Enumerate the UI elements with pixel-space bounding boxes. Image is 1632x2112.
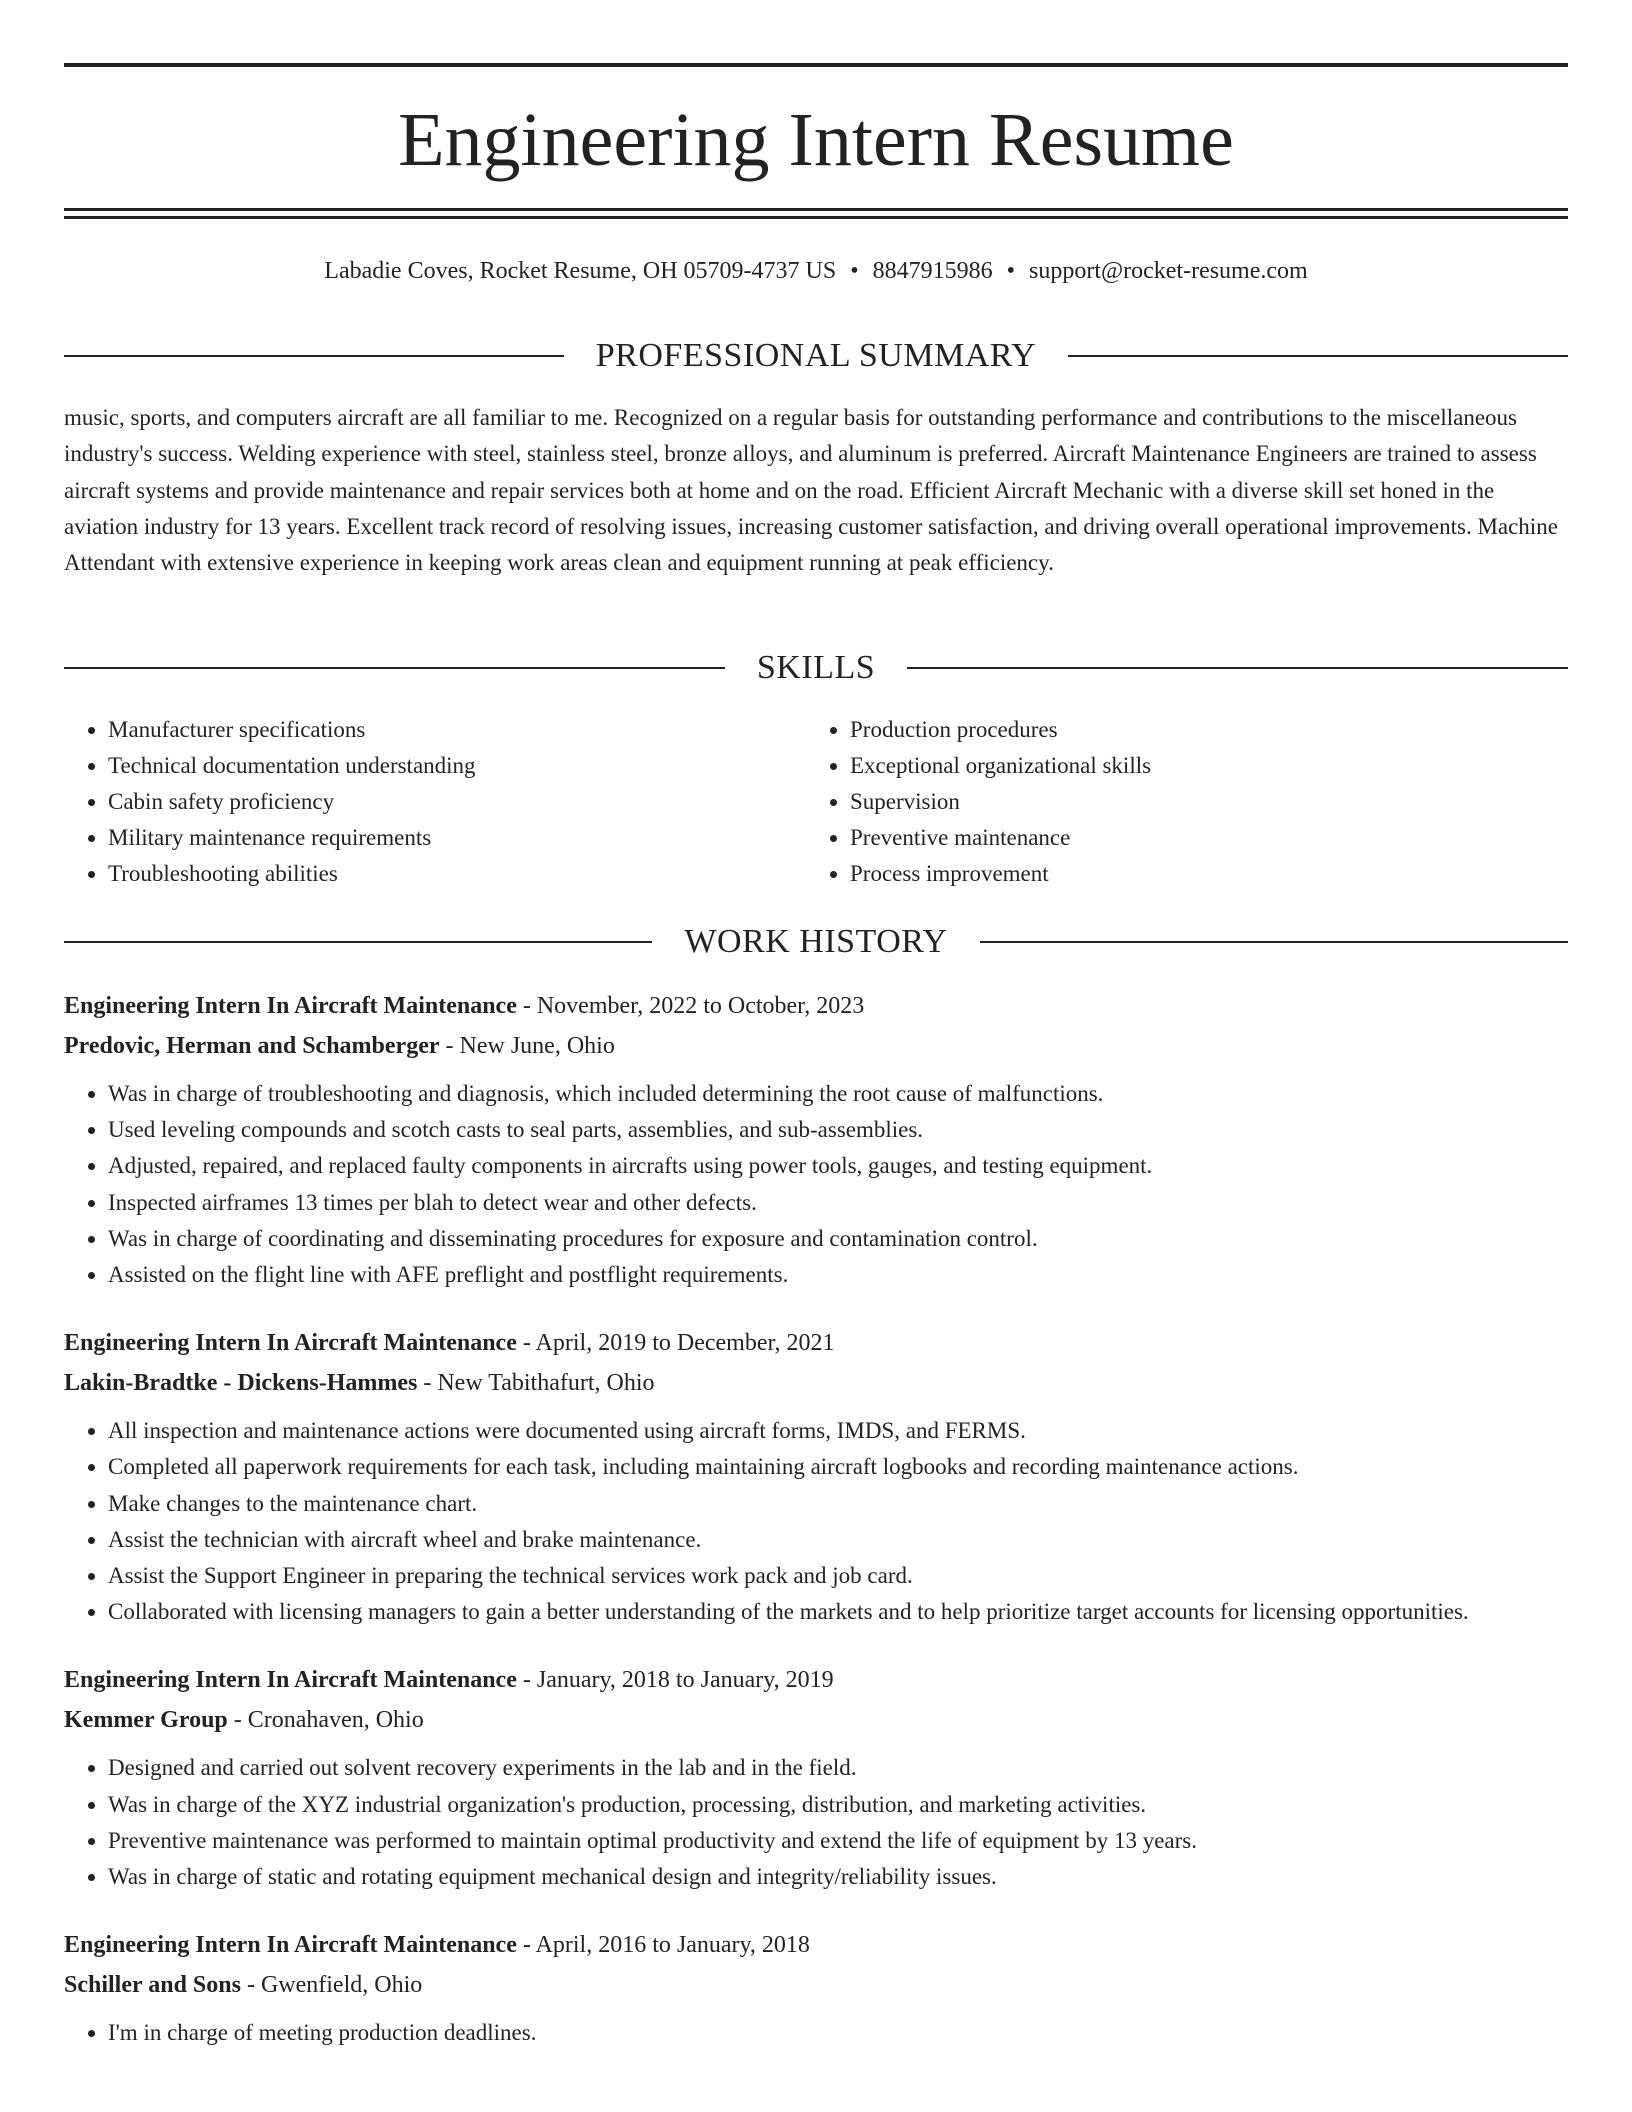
job-location: - New Tabithafurt, Ohio xyxy=(417,1370,655,1397)
job-company: Kemmer Group xyxy=(64,1707,228,1734)
job-bullet: • Make changes to the maintenance chart. xyxy=(108,1486,1568,1522)
skill-item: • Troubleshooting abilities xyxy=(108,856,806,892)
job-role: Engineering Intern In Aircraft Maintenance xyxy=(64,1330,517,1357)
job-bullet: • All inspection and maintenance actions were documented using aircraft forms, IMDS, and FERMS. xyxy=(108,1413,1568,1449)
job-title-line xyxy=(64,986,1568,1026)
job-company-line xyxy=(64,1700,1568,1740)
job-entry xyxy=(64,1660,1568,1895)
work-history-list xyxy=(64,986,1568,2081)
job-company-line xyxy=(64,1363,1568,1403)
job-title-line xyxy=(64,1323,1568,1363)
job-dates: - November, 2022 to October, 2023 xyxy=(516,993,865,1019)
job-company-line xyxy=(64,1965,1568,2005)
job-entry xyxy=(64,986,1568,1293)
skills-heading-label: SKILLS xyxy=(756,649,876,686)
job-location: - New June, Ohio xyxy=(439,1033,615,1059)
summary-heading xyxy=(64,334,1568,378)
job-bullet: • Was in charge of coordinating and disseminating procedures for exposure and contamination control. xyxy=(108,1221,1568,1257)
skill-item: • Process improvement xyxy=(850,856,1548,892)
job-company: Predovic, Herman and Schamberger xyxy=(64,1033,440,1059)
job-location: - Cronahaven, Ohio xyxy=(227,1707,424,1734)
job-title-line xyxy=(64,1660,1568,1700)
job-company: Schiller and Sons xyxy=(64,1972,241,1999)
heading-rule-left xyxy=(64,667,725,669)
job-dates: - April, 2019 to December, 2021 xyxy=(516,1330,835,1357)
job-bullet: • Completed all paperwork requirements for each task, including maintaining aircraft logbooks and recording maintenance actions. xyxy=(108,1449,1568,1485)
work-heading-label: WORK HISTORY xyxy=(684,923,948,960)
job-dates: - January, 2018 to January, 2019 xyxy=(516,1667,834,1694)
contact-separator: • xyxy=(1006,258,1016,284)
job-bullet: • I'm in charge of meeting production deadlines. xyxy=(108,2015,1568,2051)
heading-rule-right xyxy=(1068,355,1568,357)
job-role: Engineering Intern In Aircraft Maintenance xyxy=(64,993,517,1019)
skill-item: • Manufacturer specifications xyxy=(108,712,806,748)
job-bullet: • Was in charge of the XYZ industrial organization's production, processing, distribution, and marketing activities. xyxy=(108,1787,1568,1823)
work-heading xyxy=(64,920,1568,964)
job-bullet: • Was in charge of static and rotating equipment mechanical design and integrity/reliability issues. xyxy=(108,1859,1568,1895)
skill-item: • Military maintenance requirements xyxy=(108,820,806,856)
job-role: Engineering Intern In Aircraft Maintenance xyxy=(64,1667,517,1694)
job-bullets xyxy=(64,2015,1568,2051)
title-rule-upper xyxy=(64,208,1568,211)
job-bullet: • Designed and carried out solvent recovery experiments in the lab and in the field. xyxy=(108,1750,1568,1786)
job-entry xyxy=(64,1323,1568,1630)
resume-title: Engineering Intern Resume xyxy=(398,98,1234,182)
job-bullet: • Used leveling compounds and scotch casts to seal parts, assemblies, and sub-assemblies. xyxy=(108,1112,1568,1148)
job-bullet: • Adjusted, repaired, and replaced faulty components in aircrafts using power tools, gauges, and testing equipment. xyxy=(108,1148,1568,1184)
job-title-line xyxy=(64,1925,1568,1965)
skills-list xyxy=(64,712,1568,892)
job-company-line xyxy=(64,1026,1568,1066)
job-role: Engineering Intern In Aircraft Maintenance xyxy=(64,1932,517,1959)
skill-item: • Cabin safety proficiency xyxy=(108,784,806,820)
skill-item: • Preventive maintenance xyxy=(850,820,1548,856)
job-bullet: • Assist the Support Engineer in preparing the technical services work pack and job card. xyxy=(108,1558,1568,1594)
skill-item: • Exceptional organizational skills xyxy=(850,748,1548,784)
contact-separator: • xyxy=(850,258,859,284)
summary-heading-label: PROFESSIONAL SUMMARY xyxy=(595,337,1037,374)
contact-line xyxy=(64,254,1568,288)
skill-item: • Supervision xyxy=(850,784,1548,820)
title-rule-lower xyxy=(64,216,1568,219)
job-bullet: • Was in charge of troubleshooting and diagnosis, which included determining the root cause of malfunctions. xyxy=(108,1076,1568,1112)
contact-phone: 8847915986 xyxy=(872,258,993,284)
skill-item: • Technical documentation understanding xyxy=(108,748,806,784)
job-bullet: • Inspected airframes 13 times per blah to detect wear and other defects. xyxy=(108,1185,1568,1221)
contact-email: support@rocket-resume.com xyxy=(1029,258,1308,284)
job-bullet: • Assist the technician with aircraft wheel and brake maintenance. xyxy=(108,1522,1568,1558)
heading-rule-left xyxy=(64,355,564,357)
job-bullet: • Assisted on the flight line with AFE preflight and postflight requirements. xyxy=(108,1257,1568,1293)
job-bullet: • Preventive maintenance was performed to maintain optimal productivity and extend the life of equipment by 13 years. xyxy=(108,1823,1568,1859)
summary-text: music, sports, and computers aircraft are all familiar to me. Recognized on a regular basis for outstanding performance and contributions to the miscellaneous industry's success. Welding experience with steel, stainless steel, bronze alloys, and aluminum is preferred. Aircraft Maintenance Engineers are trained to assess aircraft systems and provide maintenance and repair services both at home and on the road. Efficient Aircraft Mechanic with a diverse skill set honed in the aviation industry for 13 years. Excellent track record of resolving issues, increasing customer satisfaction, and driving overall operational improvements. Machine Attendant with extensive experience in keeping work areas clean and equipment running at peak efficiency. xyxy=(64,405,1558,576)
job-bullets xyxy=(64,1413,1568,1630)
contact-address: Labadie Coves, Rocket Resume, OH 05709-4737 US xyxy=(324,258,837,284)
heading-rule-right xyxy=(907,667,1568,669)
job-bullet: • Collaborated with licensing managers to gain a better understanding of the markets and to help prioritize target accounts for licensing opportunities. xyxy=(108,1594,1568,1630)
job-bullets xyxy=(64,1750,1568,1895)
skills-heading xyxy=(64,646,1568,690)
heading-rule-left xyxy=(64,941,652,943)
job-bullets xyxy=(64,1076,1568,1293)
skill-item: • Production procedures xyxy=(850,712,1548,748)
job-company: Lakin-Bradtke - Dickens-Hammes xyxy=(64,1370,418,1397)
skills-column-right xyxy=(806,712,1548,892)
top-rule xyxy=(64,63,1568,67)
skills-column-left xyxy=(64,712,806,892)
heading-rule-right xyxy=(980,941,1568,943)
job-entry xyxy=(64,1925,1568,2051)
job-location: - Gwenfield, Ohio xyxy=(240,1972,423,1999)
job-dates: - April, 2016 to January, 2018 xyxy=(516,1932,810,1959)
